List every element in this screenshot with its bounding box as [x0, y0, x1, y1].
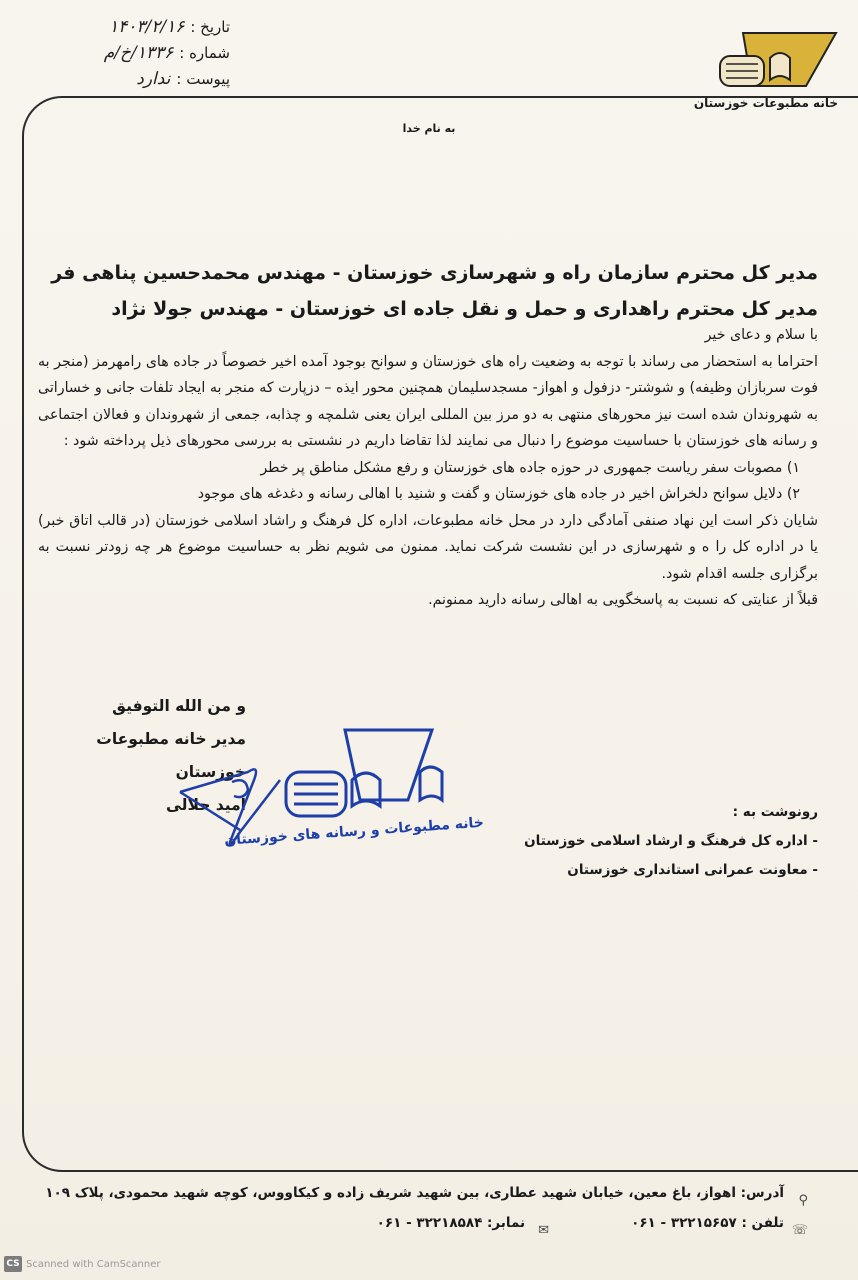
date-row — [70, 14, 230, 40]
attachment-row — [70, 66, 230, 92]
camscanner-icon: CS — [4, 1256, 22, 1272]
attachment-label: پیوست : — [176, 70, 230, 88]
signer-name: امید حلالی — [165, 796, 246, 814]
logo-icon — [708, 28, 838, 96]
official-stamp — [170, 722, 485, 862]
greeting: با سلام و دعای خیر — [704, 327, 818, 343]
letter-footer — [28, 1178, 808, 1238]
attachment-value: ندارد — [136, 69, 171, 89]
phone-text: تلفن : ۳۲۲۱۵۶۵۷ - ۰۶۱ — [631, 1215, 784, 1231]
cc-list — [518, 798, 818, 885]
basmala: به نام خدا — [402, 122, 456, 135]
address-text: آدرس: اهواز، باغ معین، خیابان شهید عطاری، بین شهید شریف زاده و کیکاووس، کوچه شهید محمودی، پلاک ۱۰۹ — [45, 1185, 784, 1201]
paragraph-1: احتراما به استحضار می رساند با توجه به وضعیت راه های خوزستان و سوانح بوجود آمده اخیر خصوصاً در جاده های رامهرمز (منجر به فوت سربازان وظیفه) و شوشتر- دزفول و اهواز- مسجدسلیمان همچنین محور ایذه – دزپارت که منجر به ایجاد تلفات جانی و خساراتی به شهروندان شده است نیز محورهای منتهی به دو مرز بین المللی ایران یعنی شلمچه و چذابه، جمعی از شهروندان و فعالان اجتماعی و رسانه های خوزستان با حساسیت موضوع را دنبال می نمایند لذا تقاضا داریم در نشستی به بررسی محورهای ذیل پرداخته شود : — [38, 353, 818, 449]
contact-line — [28, 1208, 808, 1238]
scanner-watermark — [4, 1256, 161, 1272]
closing-line: و من الله التوفیق — [112, 697, 246, 715]
stamp-text: خانه مطبوعات و رسانه های خوزستان — [223, 814, 485, 849]
date-value: ۱۴۰۳/۲/۱۶ — [108, 17, 185, 37]
cc-item: - معاونت عمرانی استانداری خوزستان — [567, 862, 818, 878]
press-house-logo — [693, 28, 838, 118]
scanner-text: Scanned with CamScanner — [26, 1258, 161, 1270]
number-label: شماره : — [179, 44, 230, 62]
logo-text: خانه مطبوعات خوزستان — [693, 96, 838, 110]
fax-icon: ✉ — [538, 1223, 550, 1238]
fax-text: نمابر: ۳۲۲۱۸۵۸۴ - ۰۶۱ — [376, 1215, 526, 1231]
location-pin-icon: ⚲ — [798, 1193, 808, 1208]
letter-body — [38, 322, 818, 614]
paragraph-2: شایان ذکر است این نهاد صنفی آمادگی دارد در محل خانه مطبوعات، اداره کل فرهنگ و راشاد اسلامی خوزستان (در قالب اتاق خبر) یا در اداره کل را ه و شهرسازی در این نشست شرکت نماید. ممنون می شویم نظر به حساسیت موضوع هر چه زودتر نسبت به برگزاری جلسه اقدام شود. — [38, 512, 818, 582]
recipient-2: مدیر کل محترم راهداری و حمل و نقل جاده ای خوزستان - مهندس جولا نژاد — [111, 298, 818, 320]
recipient-1: مدیر کل محترم سازمان راه و شهرسازی خوزستان - مهندس محمدحسین پناهی فر — [51, 262, 818, 284]
recipients — [38, 255, 818, 327]
signer-title: مدیر خانه مطبوعات خوزستان — [96, 730, 246, 781]
address-line — [28, 1178, 808, 1208]
list-item-1: ۱) مصوبات سفر ریاست جمهوری در حوزه جاده های خوزستان و رفع مشکل مناطق پر خطر — [260, 459, 800, 476]
number-row — [70, 40, 230, 66]
number-value: ۱۳۳۶/خ/م — [103, 43, 174, 63]
list-item-2: ۲) دلایل سوانح دلخراش اخیر در جاده های خوزستان و گفت و شنید با اهالی رسانه و دغدغه های موجود — [197, 486, 800, 502]
letter-meta — [70, 14, 230, 92]
paragraph-3: قبلاً از عنایتی که نسبت به پاسخگویی به اهالی رسانه دارید ممنونم. — [428, 592, 818, 608]
phone-icon: ☏ — [791, 1223, 808, 1238]
date-label: تاریخ : — [190, 18, 230, 36]
cc-item: - اداره کل فرهنگ و ارشاد اسلامی خوزستان — [524, 833, 818, 849]
cc-title: رونوشت به : — [732, 804, 818, 820]
